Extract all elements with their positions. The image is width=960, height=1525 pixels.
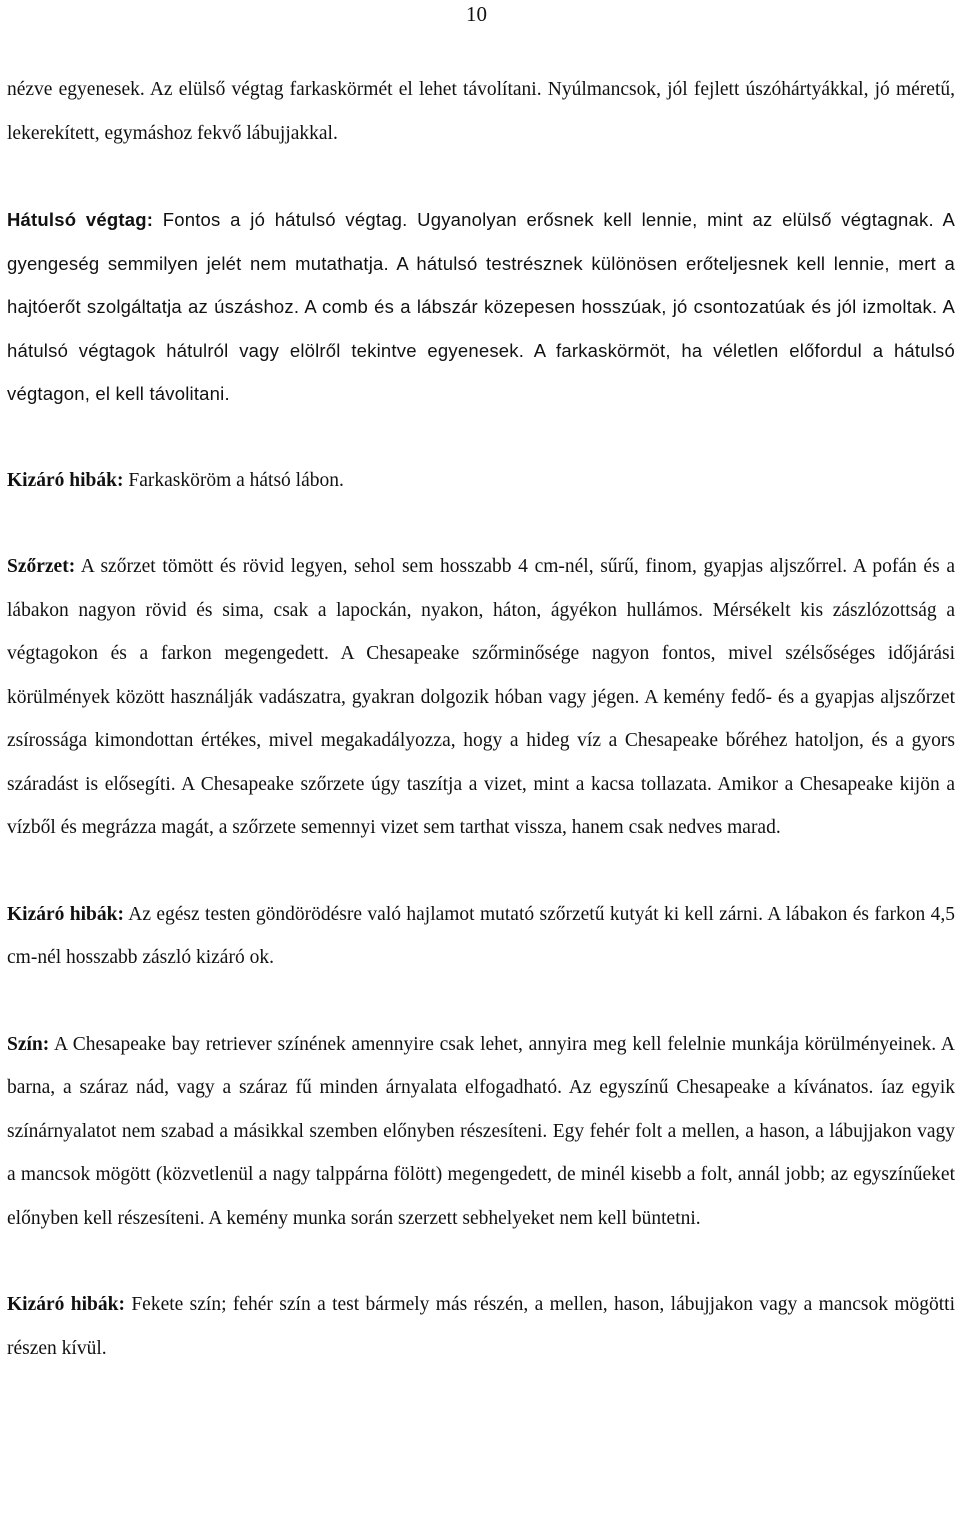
paragraph-text: A hátulsó testrésznek különösen erőteljesnek kell lennie, mert a hajtóerőt szolgáltatja az úszáshoz. A comb és a lábszár közepesen hosszúak, jó csontozatúak és jól izmoltak. A hátulsó végtagok hátulról vagy elölről tekintve egyenesek. A farkaskörmöt, ha véletlen előfordul a hátulsó végtagon, el kell távolitani. xyxy=(7,252,956,404)
paragraph-coat xyxy=(7,545,955,850)
section-label-hind-limbs: Hátulsó végtag: xyxy=(7,209,154,230)
paragraph-text: Fontos a jó hátulsó végtag. Ugyanolyan erősnek kell lennie, mint az elülső végtagnak. A gyengeség semmilyen jelét nem mutathatja. xyxy=(7,209,955,274)
document-body xyxy=(7,68,955,1370)
section-label-disqualifying-faults: Kizáró hibák: xyxy=(7,469,124,491)
section-label-color: Szín: xyxy=(7,1033,50,1055)
section-label-coat: Szőrzet: xyxy=(7,556,76,577)
paragraph-disqualifying-faults-coat xyxy=(7,893,955,980)
paragraph-hind-limbs xyxy=(7,198,955,416)
paragraph-text: A szőrzet tömött és rövid legyen, sehol sem hosszabb 4 cm-nél, sűrű, finom, gyapjas aljszőrrel. A pofán és a lábakon nagyon rövid és sima, csak a lapockán, nyakon, háton, ágyékon hullámos. Mérsékelt kis zászlózottság a végtagokon és a farkon megengedett. A Chesapeake szőrminősége nagyon fontos, mivel szélsőséges időjárási körülmények között használják vadászatra, gyakran dolgozik hóban vagy jégen. A kemény fedő- és a gyapjas aljszőrzet zsírossága kimondottan értékes, mivel megakadályozza, hogy a hideg víz a Chesapeake bőréhez hatoljon, és a gyors száradást is elősegíti. A Chesapeake szőrzete úgy taszítja a vizet, mint a kacsa tollazata. Amikor a Chesapeake kijön a vízből és megrázza magát, a szőrzete semennyi vizet sem tarthat vissza, hanem csak nedves marad. xyxy=(7,556,955,838)
paragraph-color xyxy=(7,1023,955,1241)
paragraph-text: Farkasköröm a hátsó lábon. xyxy=(123,469,344,491)
paragraph-front-feet xyxy=(7,68,955,155)
paragraph-disqualifying-faults-color xyxy=(7,1283,955,1370)
section-label-disqualifying-faults: Kizáró hibák: xyxy=(7,1294,125,1315)
section-label-disqualifying-faults: Kizáró hibák: xyxy=(7,903,124,925)
page-number: 10 xyxy=(466,2,487,26)
paragraph-text: Fekete szín; fehér szín a test bármely más részén, a mellen, hason, lábujjakon vagy a mancsok mögötti részen kívül. xyxy=(7,1294,956,1359)
paragraph-disqualifying-faults-dewclaw xyxy=(7,459,955,503)
paragraph-text: nézve egyenesek. Az elülső végtag farkaskörmét el lehet távolítani. Nyúlmancsok, jól fejlett úszóhártyákkal, jó méretű, lekerekített, egymáshoz fekvő lábujjakkal. xyxy=(7,79,955,144)
paragraph-text: Az egész testen göndörödésre való hajlamot mutató szőrzetű kutyát ki kell zárni. A lábakon és farkon 4,5 cm-nél hosszabb zászló kizáró ok. xyxy=(7,903,955,968)
paragraph-text: A Chesapeake bay retriever színének amennyire csak lehet, annyira meg kell felelnie munkája körülményeinek. A barna, a száraz nád, vagy a száraz fű minden árnyalata elfogadható. Az egyszínű Chesapeake a kívánatos. íaz egyik színárnyalatot nem szabad a másikkal szemben előnyben részesíteni. Egy fehér folt a mellen, a hason, a lábujjakon vagy a mancsok mögött (közvetlenül a nagy talppárna fölött) megengedett, de minél kisebb a folt, annál jobb; az egyszínűeket előnyben kell részesíteni. A kemény munka során szerzett sebhelyeket nem kell büntetni. xyxy=(7,1033,955,1229)
